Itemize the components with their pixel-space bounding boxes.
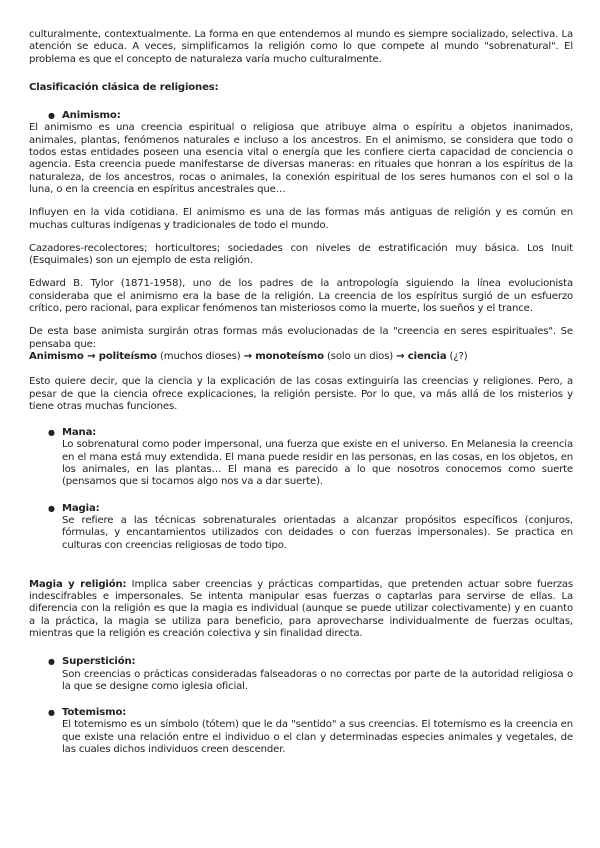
animismo-definition: El animismo es una creencia espiritual o religiosa que atribuye alma o espíritu a objetos inanimados, animales, plantas, fenómenos naturales e incluso a los ancestros. En el animismo, se considera que todo o todos estas entidades poseen una esencia vital o energía que les confiere cierta capacidad de conciencia o agencia. Esta creencia puede manifestarse de diversas maneras: en rituales que honran a los espíritus de la naturaleza, de los ancestros, rocas o animales, la conexión espiritual de los seres humanos con el sol o la luna, o en la creencia en espíritus ancestrales que… xyxy=(29,122,573,195)
evolution-intro: De esta base animista surgirán otras formas más evolucionadas de la "creencia en seres espirituales". Se pensaba que: xyxy=(29,326,573,350)
totemismo-bullet xyxy=(29,707,573,719)
sequence-animismo: Animismo xyxy=(29,350,84,362)
mana-title: Mana: xyxy=(62,427,97,439)
magia-religion-paragraph xyxy=(29,579,573,640)
document-page xyxy=(29,29,573,756)
tylor-paragraph: Edward B. Tylor (1871-1958), uno de los padres de la antropología siguiendo la línea evolucionista consideraba que el animismo era la base de la religión. La creencia de los espíritus surgió de un esfuerzo crítico, pero racional, para explicar fenómenos tan misteriosos como la muerte, los sueños y el trance. xyxy=(29,278,573,315)
supersticion-title: Superstición: xyxy=(62,656,136,668)
evolution-sequence xyxy=(29,351,573,363)
classification-heading: Clasificación clásica de religiones: xyxy=(29,81,219,93)
supersticion-text: Son creencias o prácticas consideradas falseadoras o no correctas por parte de la autoridad religiosa o la que se designe como iglesia oficial. xyxy=(62,668,573,692)
bullet-icon: ● xyxy=(48,428,55,438)
intro-paragraph: culturalmente, contextualmente. La forma en que entendemos al mundo es siempre socializado, selectiva. La atención se educa. A veces, simplificamos la religión como lo que compete al mundo "sobrenatural". El problema es que el concepto de naturaleza varía mucho culturalmente. xyxy=(29,29,573,65)
totemismo-title: Totemismo: xyxy=(62,707,127,719)
animismo-title: Animismo: xyxy=(62,110,121,122)
totemismo-text: El totemismo es un símbolo (tótem) que le da "sentido" a sus creencias. El totemismo es la creencia en que existe una relación entre el individuo o el clan y determinadas especies animales y vegetales, de las cuales dichos individuos creen descender. xyxy=(62,719,573,756)
mana-text: Lo sobrenatural como poder impersonal, una fuerza que existe en el universo. En Melanesia la creencia en el mana está muy extendida. El mana puede residir en las personas, en las cosas, en los objetos, en los animales, en las plantas… El mana es parecido a lo que nosotros conocemos como suerte (pensamos que si tocamos algo nos va a dar suerte). xyxy=(62,439,573,488)
bullet-icon: ● xyxy=(48,657,55,667)
magia-religion-text: Implica saber creencias y prácticas compartidas, que pretenden actuar sobre fuerzas indescifrables e impersonales. Se intenta manipular esas fuerzas o captarlas para servirse de ellas. La diferencia con la religión es que la magia es individual (aunque se puede utilizar colectivamente) y en cuanto a la práctica, la magia se utiliza para beneficio, para aprovecharse individualmente de fuerzas ocultas, mientras que la religión es creación colectiva y sin finalidad directa. xyxy=(29,578,573,639)
animismo-societies: Cazadores-recolectores; horticultores; sociedades con niveles de estratificación muy básica. Los Inuit (Esquimales) son un ejemplo de esta religión. xyxy=(29,242,573,267)
sequence-politeismo-note: (muchos dioses) xyxy=(156,350,244,362)
sequence-arrow: → xyxy=(83,350,99,362)
sequence-monoteismo: monoteísmo xyxy=(255,350,324,362)
bullet-icon: ● xyxy=(48,111,55,121)
sequence-ciencia-note: (¿?) xyxy=(446,350,468,362)
animismo-influence: Influyen en la vida cotidiana. El animismo es una de las formas más antiguas de religión y es común en muchas culturas indígenas y tradicionales de todo el mundo. xyxy=(29,207,573,231)
sequence-arrow: → xyxy=(243,350,256,362)
supersticion-bullet xyxy=(29,656,573,668)
bullet-icon: ● xyxy=(48,503,55,513)
mana-bullet xyxy=(29,427,573,439)
sequence-arrow: → xyxy=(396,350,408,362)
sequence-politeismo: politeísmo xyxy=(98,350,157,362)
science-paragraph: Esto quiere decir, que la ciencia y la explicación de las cosas extinguiría las creencias y religiones. Pero, a pesar de que la ciencia ofrece explicaciones, la religión persiste. Por lo que, va más allá de los misterios y tiene otras muchas funciones. xyxy=(29,376,573,412)
magia-title: Magia: xyxy=(62,502,100,514)
animismo-bullet xyxy=(29,110,573,122)
magia-religion-label: Magia y religión: xyxy=(29,578,127,590)
bullet-icon: ● xyxy=(48,708,55,718)
magia-bullet xyxy=(29,503,573,515)
sequence-monoteismo-note: (solo un dios) xyxy=(323,350,397,362)
sequence-ciencia: ciencia xyxy=(407,350,447,362)
magia-text: Se refiere a las técnicas sobrenaturales orientadas a alcanzar propósitos específicos (conjuros, fórmulas, y encantamientos utilizados con deidades o con fuerzas impersonales). Se practica en culturas con creencias religiosas de todo tipo. xyxy=(62,514,573,551)
